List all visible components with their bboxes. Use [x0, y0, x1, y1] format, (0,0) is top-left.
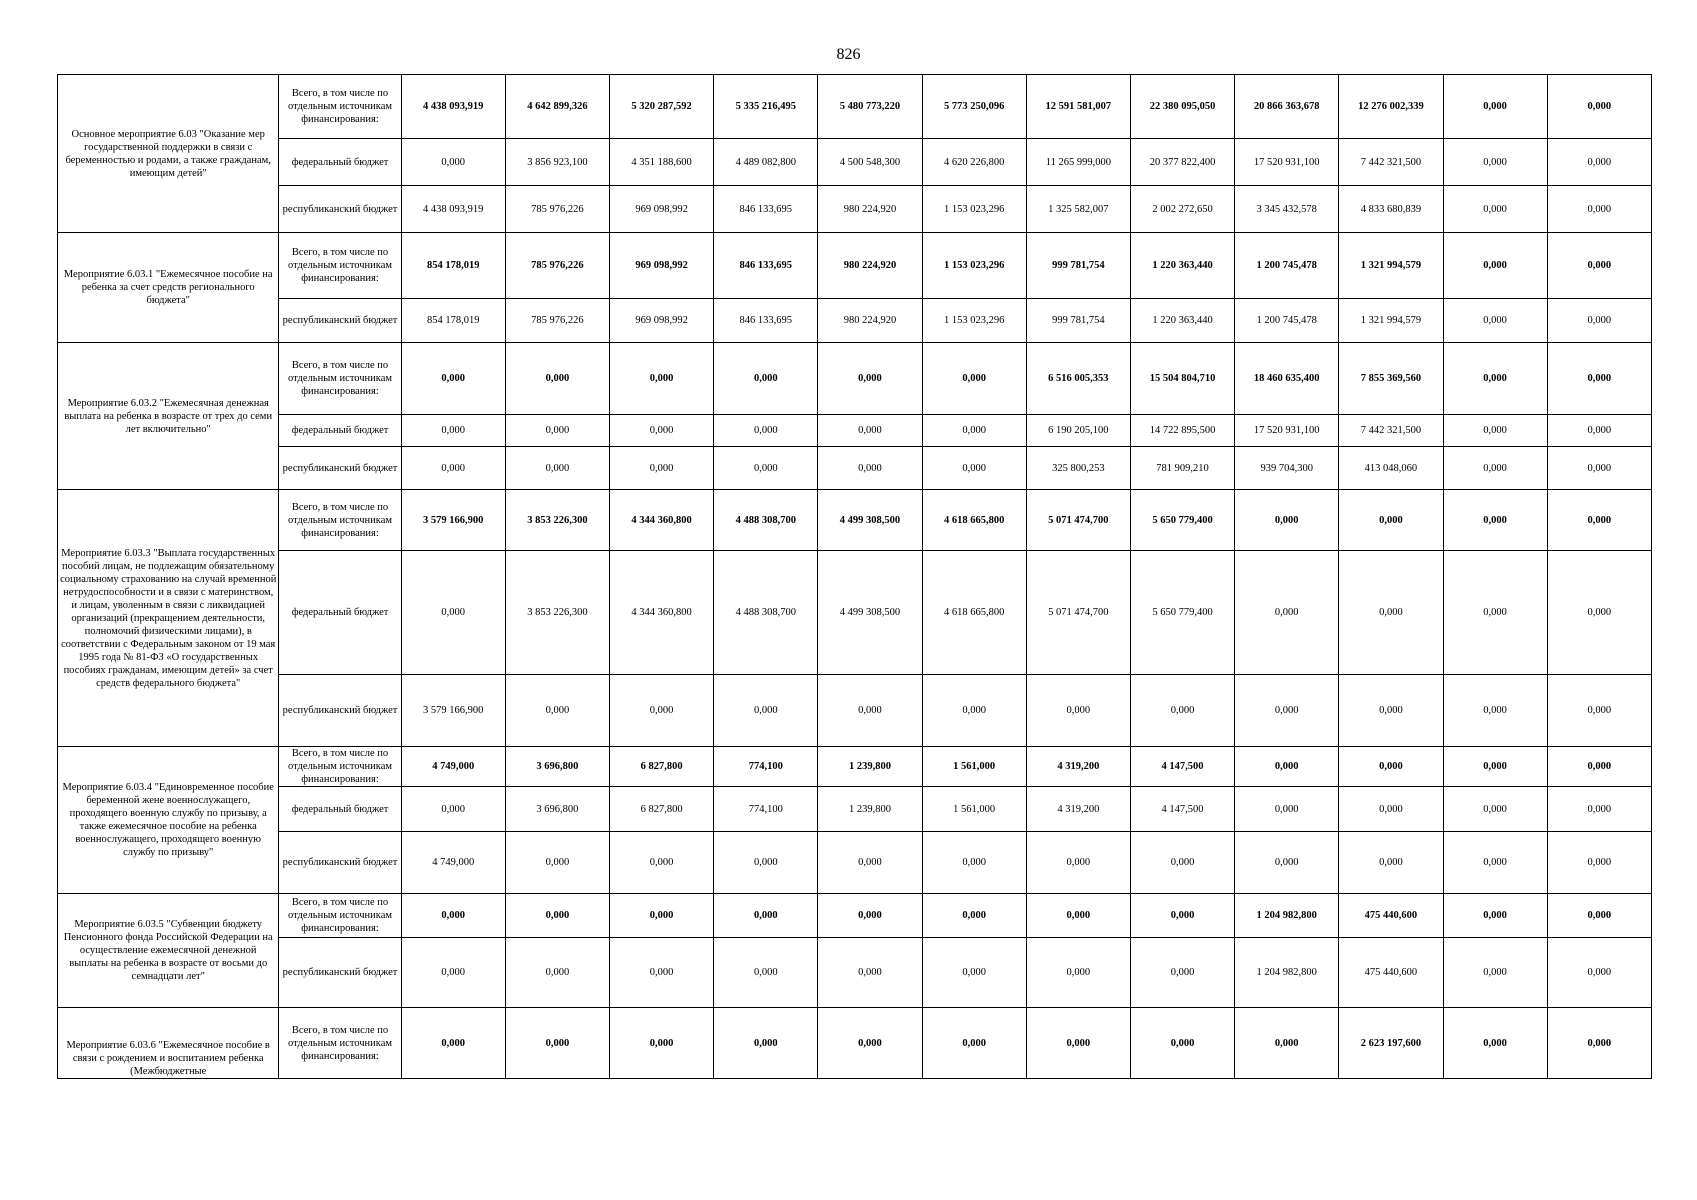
amount-cell: 1 204 982,800 — [1235, 894, 1339, 938]
amount-cell: 0,000 — [1235, 675, 1339, 747]
amount-cell: 980 224,920 — [818, 233, 922, 299]
amount-cell: 22 380 095,050 — [1130, 75, 1234, 139]
amount-cell: 475 440,600 — [1339, 894, 1443, 938]
amount-cell: 980 224,920 — [818, 299, 922, 343]
amount-cell: 1 321 994,579 — [1339, 299, 1443, 343]
amount-cell: 11 265 999,000 — [1026, 139, 1130, 186]
amount-cell: 4 499 308,500 — [818, 551, 922, 675]
activity-name-cell — [58, 343, 279, 490]
funding-source: федеральный бюджет — [279, 139, 401, 186]
amount-cell: 7 442 321,500 — [1339, 139, 1443, 186]
amount-cell: 0,000 — [1547, 233, 1651, 299]
amount-cell: 854 178,019 — [401, 299, 505, 343]
funding-source: республиканский бюджет — [279, 832, 401, 894]
amount-cell: 0,000 — [505, 415, 609, 447]
funding-source: Всего, в том числе по отдельным источникам финансирования: — [279, 747, 401, 787]
amount-cell: 0,000 — [818, 675, 922, 747]
amount-cell: 0,000 — [401, 1008, 505, 1079]
total-row — [58, 233, 1652, 299]
amount-cell: 0,000 — [610, 675, 714, 747]
amount-cell: 0,000 — [1443, 490, 1547, 551]
amount-cell: 17 520 931,100 — [1235, 415, 1339, 447]
amount-cell: 475 440,600 — [1339, 938, 1443, 1008]
amount-cell: 0,000 — [714, 894, 818, 938]
source-row — [58, 675, 1652, 747]
amount-cell: 5 320 287,592 — [610, 75, 714, 139]
amount-cell: 0,000 — [922, 832, 1026, 894]
amount-cell: 0,000 — [505, 1008, 609, 1079]
amount-cell: 0,000 — [1339, 832, 1443, 894]
activity-name: Основное мероприятие 6.03 "Оказание мер государственной поддержки в связи с беременностью и родами, а также гражданам, имеющим детей" — [65, 128, 271, 179]
amount-cell: 5 335 216,495 — [714, 75, 818, 139]
amount-cell: 0,000 — [1026, 1008, 1130, 1079]
amount-cell: 0,000 — [1547, 894, 1651, 938]
amount-cell: 0,000 — [1339, 551, 1443, 675]
funding-source: федеральный бюджет — [279, 551, 401, 675]
amount-cell: 0,000 — [922, 1008, 1026, 1079]
amount-cell: 1 561,000 — [922, 747, 1026, 787]
amount-cell: 0,000 — [1235, 832, 1339, 894]
amount-cell: 0,000 — [610, 1008, 714, 1079]
funding-source: Всего, в том числе по отдельным источникам финансирования: — [279, 490, 401, 551]
amount-cell: 5 650 779,400 — [1130, 490, 1234, 551]
amount-cell: 785 976,226 — [505, 299, 609, 343]
amount-cell: 0,000 — [505, 675, 609, 747]
amount-cell: 0,000 — [401, 551, 505, 675]
amount-cell: 4 438 093,919 — [401, 186, 505, 233]
activity-name-cell — [58, 1008, 279, 1079]
amount-cell: 2 002 272,650 — [1130, 186, 1234, 233]
amount-cell: 4 488 308,700 — [714, 490, 818, 551]
amount-cell: 0,000 — [610, 938, 714, 1008]
amount-cell: 785 976,226 — [505, 186, 609, 233]
amount-cell: 774,100 — [714, 787, 818, 832]
activity-name-cell — [58, 233, 279, 343]
source-row — [58, 139, 1652, 186]
amount-cell: 999 781,754 — [1026, 233, 1130, 299]
amount-cell: 0,000 — [1547, 415, 1651, 447]
total-row — [58, 894, 1652, 938]
amount-cell: 0,000 — [1130, 832, 1234, 894]
funding-source: федеральный бюджет — [279, 415, 401, 447]
amount-cell: 0,000 — [401, 415, 505, 447]
amount-cell: 0,000 — [1443, 299, 1547, 343]
amount-cell: 4 147,500 — [1130, 747, 1234, 787]
amount-cell: 18 460 635,400 — [1235, 343, 1339, 415]
amount-cell: 0,000 — [818, 832, 922, 894]
amount-cell: 4 620 226,800 — [922, 139, 1026, 186]
amount-cell: 3 853 226,300 — [505, 551, 609, 675]
amount-cell: 846 133,695 — [714, 299, 818, 343]
amount-cell: 14 722 895,500 — [1130, 415, 1234, 447]
amount-cell: 0,000 — [1130, 938, 1234, 1008]
amount-cell: 0,000 — [714, 938, 818, 1008]
amount-cell: 999 781,754 — [1026, 299, 1130, 343]
amount-cell: 1 153 023,296 — [922, 299, 1026, 343]
funding-source: республиканский бюджет — [279, 447, 401, 490]
amount-cell: 17 520 931,100 — [1235, 139, 1339, 186]
amount-cell: 4 642 899,326 — [505, 75, 609, 139]
amount-cell: 12 276 002,339 — [1339, 75, 1443, 139]
amount-cell: 3 853 226,300 — [505, 490, 609, 551]
amount-cell: 0,000 — [818, 343, 922, 415]
source-row — [58, 938, 1652, 1008]
amount-cell: 1 204 982,800 — [1235, 938, 1339, 1008]
amount-cell: 0,000 — [922, 938, 1026, 1008]
amount-cell: 0,000 — [1026, 938, 1130, 1008]
amount-cell: 0,000 — [610, 343, 714, 415]
amount-cell: 0,000 — [1547, 299, 1651, 343]
activity-name: Мероприятие 6.03.2 "Ежемесячная денежная выплата на ребенка в возрасте от трех до семи лет включительно" — [64, 397, 273, 435]
amount-cell: 0,000 — [505, 343, 609, 415]
amount-cell: 0,000 — [1443, 787, 1547, 832]
funding-source: федеральный бюджет — [279, 787, 401, 832]
amount-cell: 0,000 — [1235, 787, 1339, 832]
amount-cell: 4 833 680,839 — [1339, 186, 1443, 233]
amount-cell: 7 442 321,500 — [1339, 415, 1443, 447]
amount-cell: 0,000 — [1547, 139, 1651, 186]
amount-cell: 6 827,800 — [610, 747, 714, 787]
amount-cell: 0,000 — [922, 675, 1026, 747]
amount-cell: 6 827,800 — [610, 787, 714, 832]
amount-cell: 969 098,992 — [610, 299, 714, 343]
amount-cell: 0,000 — [818, 894, 922, 938]
amount-cell: 3 579 166,900 — [401, 490, 505, 551]
amount-cell: 4 319,200 — [1026, 747, 1130, 787]
amount-cell: 0,000 — [818, 415, 922, 447]
amount-cell: 0,000 — [505, 832, 609, 894]
amount-cell: 0,000 — [1130, 894, 1234, 938]
amount-cell: 0,000 — [1547, 1008, 1651, 1079]
amount-cell: 4 489 082,800 — [714, 139, 818, 186]
amount-cell: 6 190 205,100 — [1026, 415, 1130, 447]
source-row — [58, 832, 1652, 894]
amount-cell: 0,000 — [1547, 490, 1651, 551]
source-row — [58, 447, 1652, 490]
activity-name-cell — [58, 894, 279, 1008]
amount-cell: 0,000 — [1130, 1008, 1234, 1079]
amount-cell: 0,000 — [714, 343, 818, 415]
amount-cell: 0,000 — [1443, 938, 1547, 1008]
amount-cell: 15 504 804,710 — [1130, 343, 1234, 415]
total-row — [58, 490, 1652, 551]
funding-source: Всего, в том числе по отдельным источникам финансирования: — [279, 1008, 401, 1079]
amount-cell: 0,000 — [610, 832, 714, 894]
source-row — [58, 415, 1652, 447]
amount-cell: 0,000 — [1443, 233, 1547, 299]
amount-cell: 12 591 581,007 — [1026, 75, 1130, 139]
amount-cell: 0,000 — [818, 447, 922, 490]
amount-cell: 0,000 — [1443, 832, 1547, 894]
amount-cell: 3 579 166,900 — [401, 675, 505, 747]
amount-cell: 0,000 — [1547, 551, 1651, 675]
amount-cell: 0,000 — [1547, 787, 1651, 832]
amount-cell: 1 239,800 — [818, 747, 922, 787]
amount-cell: 6 516 005,353 — [1026, 343, 1130, 415]
amount-cell: 0,000 — [1443, 415, 1547, 447]
amount-cell: 0,000 — [1235, 747, 1339, 787]
amount-cell: 969 098,992 — [610, 186, 714, 233]
amount-cell: 969 098,992 — [610, 233, 714, 299]
amount-cell: 2 623 197,600 — [1339, 1008, 1443, 1079]
amount-cell: 0,000 — [401, 343, 505, 415]
amount-cell: 0,000 — [1443, 675, 1547, 747]
amount-cell: 4 618 665,800 — [922, 551, 1026, 675]
source-row — [58, 551, 1652, 675]
amount-cell: 0,000 — [1547, 75, 1651, 139]
amount-cell: 4 344 360,800 — [610, 490, 714, 551]
amount-cell: 0,000 — [401, 894, 505, 938]
amount-cell: 0,000 — [818, 938, 922, 1008]
amount-cell: 781 909,210 — [1130, 447, 1234, 490]
amount-cell: 3 856 923,100 — [505, 139, 609, 186]
amount-cell: 4 749,000 — [401, 832, 505, 894]
amount-cell: 774,100 — [714, 747, 818, 787]
amount-cell: 0,000 — [714, 832, 818, 894]
amount-cell: 20 866 363,678 — [1235, 75, 1339, 139]
amount-cell: 0,000 — [1130, 675, 1234, 747]
amount-cell: 854 178,019 — [401, 233, 505, 299]
amount-cell: 4 319,200 — [1026, 787, 1130, 832]
amount-cell: 0,000 — [401, 447, 505, 490]
activity-name-cell — [58, 747, 279, 894]
amount-cell: 0,000 — [922, 447, 1026, 490]
amount-cell: 0,000 — [1443, 139, 1547, 186]
amount-cell: 846 133,695 — [714, 233, 818, 299]
amount-cell: 3 345 432,578 — [1235, 186, 1339, 233]
amount-cell: 0,000 — [1547, 343, 1651, 415]
amount-cell: 4 499 308,500 — [818, 490, 922, 551]
amount-cell: 5 480 773,220 — [818, 75, 922, 139]
total-row — [58, 343, 1652, 415]
amount-cell: 0,000 — [1443, 447, 1547, 490]
funding-source: Всего, в том числе по отдельным источникам финансирования: — [279, 343, 401, 415]
amount-cell: 0,000 — [1443, 747, 1547, 787]
activity-name: Мероприятие 6.03.1 "Ежемесячное пособие на ребенка за счет средств регионального бюджета" — [63, 269, 273, 306]
amount-cell: 1 239,800 — [818, 787, 922, 832]
amount-cell: 4 351 188,600 — [610, 139, 714, 186]
amount-cell: 1 220 363,440 — [1130, 233, 1234, 299]
amount-cell: 4 344 360,800 — [610, 551, 714, 675]
funding-source: Всего, в том числе по отдельным источникам финансирования: — [279, 894, 401, 938]
amount-cell: 0,000 — [610, 447, 714, 490]
amount-cell: 0,000 — [1339, 787, 1443, 832]
amount-cell: 4 500 548,300 — [818, 139, 922, 186]
funding-source: Всего, в том числе по отдельным источникам финансирования: — [279, 233, 401, 299]
amount-cell: 0,000 — [1547, 447, 1651, 490]
amount-cell: 1 153 023,296 — [922, 233, 1026, 299]
amount-cell: 0,000 — [1443, 75, 1547, 139]
amount-cell: 0,000 — [1026, 894, 1130, 938]
amount-cell: 1 561,000 — [922, 787, 1026, 832]
amount-cell: 0,000 — [922, 343, 1026, 415]
amount-cell: 4 488 308,700 — [714, 551, 818, 675]
amount-cell: 0,000 — [1235, 490, 1339, 551]
amount-cell: 0,000 — [401, 787, 505, 832]
activity-name-cell — [58, 490, 279, 747]
amount-cell: 0,000 — [1026, 832, 1130, 894]
amount-cell: 0,000 — [505, 938, 609, 1008]
amount-cell: 939 704,300 — [1235, 447, 1339, 490]
amount-cell: 0,000 — [1547, 186, 1651, 233]
amount-cell: 0,000 — [714, 415, 818, 447]
amount-cell: 0,000 — [1547, 747, 1651, 787]
amount-cell: 0,000 — [714, 1008, 818, 1079]
activity-name-cell — [58, 75, 279, 233]
total-row — [58, 75, 1652, 139]
amount-cell: 0,000 — [1443, 343, 1547, 415]
amount-cell: 413 048,060 — [1339, 447, 1443, 490]
funding-source: республиканский бюджет — [279, 186, 401, 233]
amount-cell: 4 147,500 — [1130, 787, 1234, 832]
funding-source: республиканский бюджет — [279, 675, 401, 747]
source-row — [58, 787, 1652, 832]
amount-cell: 20 377 822,400 — [1130, 139, 1234, 186]
funding-source: республиканский бюджет — [279, 938, 401, 1008]
amount-cell: 846 133,695 — [714, 186, 818, 233]
total-row — [58, 747, 1652, 787]
amount-cell: 0,000 — [1339, 675, 1443, 747]
amount-cell: 0,000 — [1339, 490, 1443, 551]
amount-cell: 0,000 — [401, 139, 505, 186]
amount-cell: 1 325 582,007 — [1026, 186, 1130, 233]
amount-cell: 3 696,800 — [505, 787, 609, 832]
amount-cell: 0,000 — [1547, 832, 1651, 894]
activity-name: Мероприятие 6.03.3 "Выплата государственных пособий лицам, не подлежащим обязательному социальному страхованию на случай временной нетрудоспособности и в связи с материнством, и лицам, уволенным в связи с ликвидацией организаций (прекращением деятельности, полномочий физическими лицами), в соответствии с Федеральным законом от 19 мая 1995 года № 81-ФЗ «О государственных пособиях гражданам, имеющим детей» за счет средств федерального бюджета" — [60, 547, 277, 689]
amount-cell: 1 200 745,478 — [1235, 233, 1339, 299]
amount-cell: 5 650 779,400 — [1130, 551, 1234, 675]
amount-cell: 0,000 — [505, 894, 609, 938]
amount-cell: 0,000 — [610, 894, 714, 938]
funding-table — [57, 74, 1652, 1079]
amount-cell: 0,000 — [505, 447, 609, 490]
amount-cell: 0,000 — [1443, 551, 1547, 675]
activity-name: Мероприятие 6.03.6 "Ежемесячное пособие в связи с рождением и воспитанием ребенка (Межбюджетные — [66, 1040, 270, 1077]
funding-source: Всего, в том числе по отдельным источникам финансирования: — [279, 75, 401, 139]
amount-cell: 5 773 250,096 — [922, 75, 1026, 139]
amount-cell: 4 438 093,919 — [401, 75, 505, 139]
amount-cell: 1 153 023,296 — [922, 186, 1026, 233]
amount-cell: 0,000 — [1443, 186, 1547, 233]
source-row — [58, 299, 1652, 343]
amount-cell: 4 749,000 — [401, 747, 505, 787]
amount-cell: 0,000 — [714, 675, 818, 747]
page-number: 826 — [836, 46, 861, 63]
amount-cell: 0,000 — [610, 415, 714, 447]
amount-cell: 0,000 — [818, 1008, 922, 1079]
amount-cell: 0,000 — [714, 447, 818, 490]
amount-cell: 1 220 363,440 — [1130, 299, 1234, 343]
amount-cell: 1 200 745,478 — [1235, 299, 1339, 343]
amount-cell: 0,000 — [401, 938, 505, 1008]
amount-cell: 0,000 — [922, 894, 1026, 938]
amount-cell: 0,000 — [922, 415, 1026, 447]
amount-cell: 0,000 — [1443, 1008, 1547, 1079]
activity-name: Мероприятие 6.03.4 "Единовременное пособие беременной жене военнослужащего, проходящего военную службу по призыву, а также ежемесячное пособие на ребенка военнослужащего, проходящего военную службу по призыву" — [62, 782, 274, 858]
amount-cell: 0,000 — [1547, 938, 1651, 1008]
amount-cell: 3 696,800 — [505, 747, 609, 787]
amount-cell: 1 321 994,579 — [1339, 233, 1443, 299]
total-row — [58, 1008, 1652, 1079]
amount-cell: 785 976,226 — [505, 233, 609, 299]
amount-cell: 7 855 369,560 — [1339, 343, 1443, 415]
amount-cell: 0,000 — [1547, 675, 1651, 747]
amount-cell: 4 618 665,800 — [922, 490, 1026, 551]
amount-cell: 325 800,253 — [1026, 447, 1130, 490]
amount-cell: 980 224,920 — [818, 186, 922, 233]
activity-name: Мероприятие 6.03.5 "Субвенции бюджету Пенсионного фонда Российской Федерации на осуществление ежемесячной денежной выплаты на ребенка в возрасте от восьми до семнадцати лет" — [63, 919, 273, 982]
amount-cell: 5 071 474,700 — [1026, 551, 1130, 675]
amount-cell: 0,000 — [1339, 747, 1443, 787]
amount-cell: 0,000 — [1235, 1008, 1339, 1079]
amount-cell: 5 071 474,700 — [1026, 490, 1130, 551]
amount-cell: 0,000 — [1443, 894, 1547, 938]
funding-source: республиканский бюджет — [279, 299, 401, 343]
source-row — [58, 186, 1652, 233]
amount-cell: 0,000 — [1235, 551, 1339, 675]
amount-cell: 0,000 — [1026, 675, 1130, 747]
